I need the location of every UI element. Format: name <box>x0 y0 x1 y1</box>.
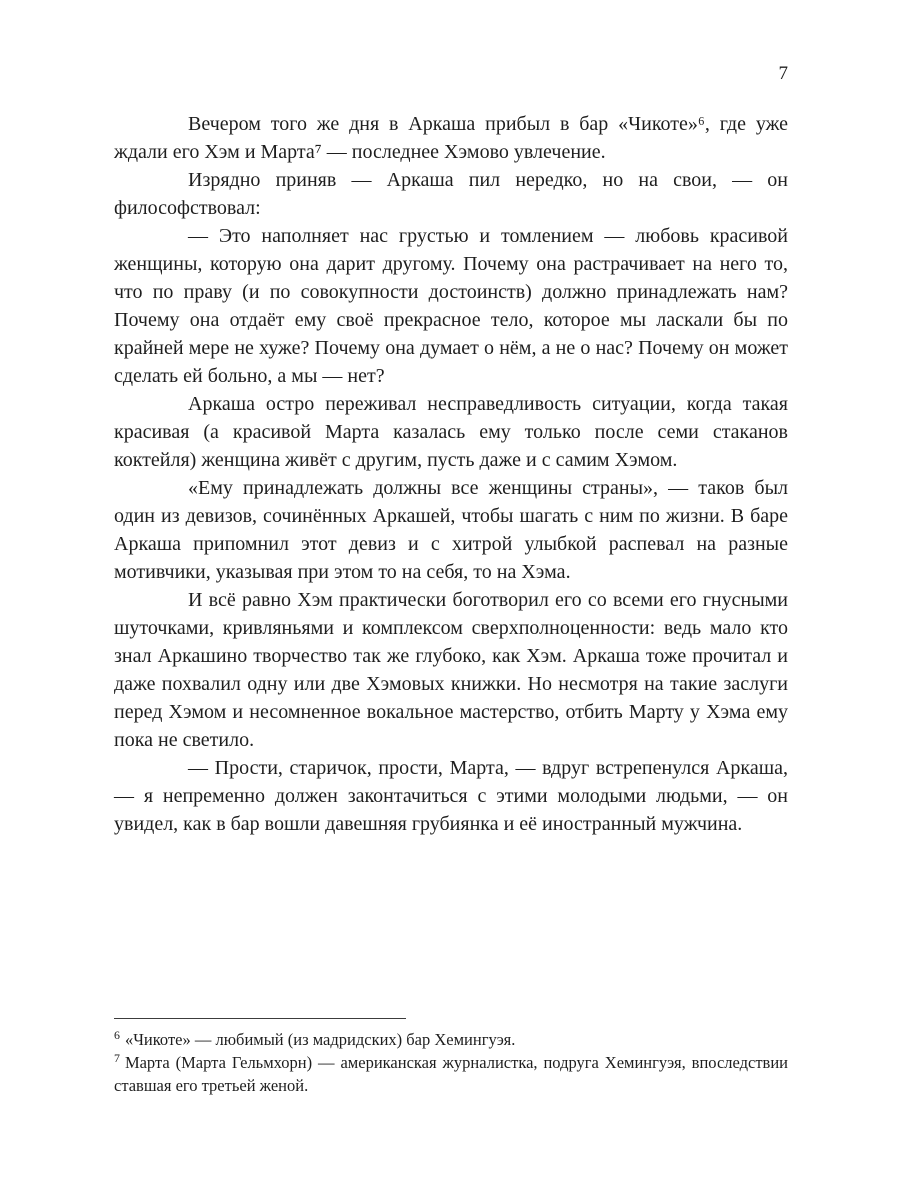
footnotes <box>114 1018 788 1097</box>
footnote <box>114 1051 788 1097</box>
paragraph: «Ему принадлежать должны все женщины страны», — таков был один из девизов, сочинённых Аркашей, чтобы шагать с ним по жизни. В баре Аркаша припомнил этот девиз и с хитрой улыбкой распевал на разные мотивчики, указывая при этом то на себя, то на Хэма. <box>114 477 788 583</box>
paragraph: Вечером того же дня в Аркаша прибыл в бар «Чикоте»⁶, где уже ждали его Хэм и Марта⁷ — последнее Хэмово увлечение. <box>114 113 788 163</box>
paragraph: Аркаша остро переживал несправедливость ситуации, когда такая красивая (а красивой Марта казалась ему только после семи стаканов коктейля) женщина живёт с другим, пусть даже и с самим Хэмом. <box>114 393 788 471</box>
paragraph: И всё равно Хэм практически боготворил его со всеми его гнусными шуточками, кривляньями и комплексом сверхполноценности: ведь мало кто знал Аркашино творчество так же глубоко, как Хэм. Аркаша тоже прочитал и даже похвалил одну или две Хэмовых книжки. Но несмотря на такие заслуги перед Хэмом и несомненное вокальное мастерство, отбить Марту у Хэма ему пока не светило. <box>114 589 788 751</box>
page-number: 7 <box>778 63 788 84</box>
footnote <box>114 1028 788 1051</box>
footnote-text: Марта (Марта Гельмхорн) — американская журналистка, подруга Хемингуэя, впоследствии ставшая его третьей женой. <box>114 1053 788 1095</box>
paragraph: — Прости, старичок, прости, Марта, — вдруг встрепенулся Аркаша, — я непременно должен законтачиться с этими молодыми людьми, — он увидел, как в бар вошли давешняя грубиянка и её иностранный мужчина. <box>114 757 788 835</box>
body-text <box>114 110 788 838</box>
footnote-text: «Чикоте» — любимый (из мадридских) бар Хемингуэя. <box>124 1030 516 1049</box>
footnote-separator <box>114 1018 406 1019</box>
paragraph: Изрядно приняв — Аркаша пил нередко, но на свои, — он философствовал: <box>114 169 788 219</box>
footnote-marker: 6 <box>114 1027 120 1042</box>
footnote-marker: 7 <box>114 1050 120 1065</box>
paragraph: — Это наполняет нас грустью и томлением — любовь красивой женщины, которую она дарит другому. Почему она растрачивает на него то, что по праву (и по совокупности достоинств) должно принадлежать нам? Почему она отдаёт ему своё прекрасное тело, которое мы ласкали бы по крайней мере не хуже? Почему она думает о нём, а не о нас? Почему он может сделать ей больно, а мы — нет? <box>114 225 788 387</box>
